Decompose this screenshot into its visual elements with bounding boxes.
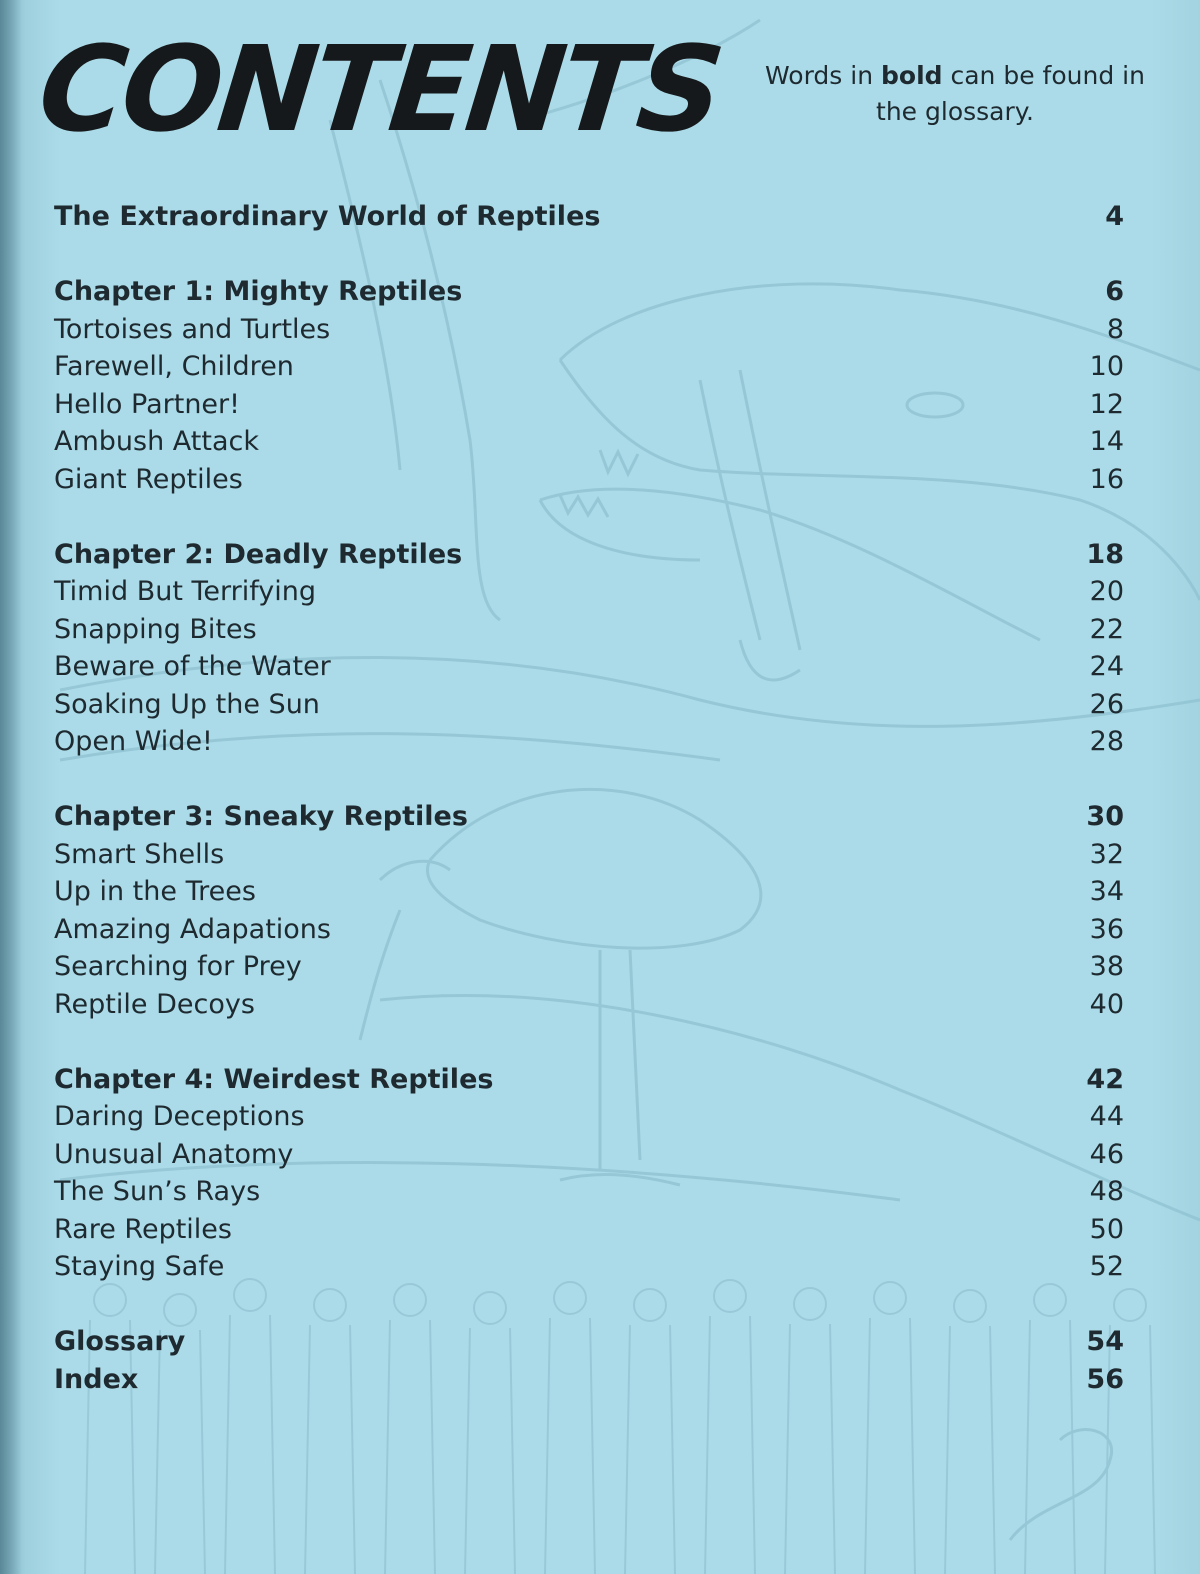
toc-entry[interactable] <box>54 836 1124 874</box>
glossary-note-bold-word: bold <box>881 61 943 90</box>
toc-page-number: 54 <box>1086 1326 1124 1357</box>
toc-chapter-2[interactable] <box>54 536 1124 574</box>
toc-entry[interactable] <box>54 1136 1124 1174</box>
toc-entry[interactable] <box>54 723 1124 761</box>
toc-page-number: 40 <box>1089 988 1124 1020</box>
toc-entry[interactable] <box>54 461 1124 499</box>
toc-entry-glossary[interactable] <box>54 1323 1124 1361</box>
toc-page-number: 52 <box>1089 1251 1124 1282</box>
table-of-contents <box>54 198 1124 1398</box>
toc-page-number: 20 <box>1089 576 1124 607</box>
toc-entry[interactable] <box>54 1211 1124 1249</box>
toc-page-number: 16 <box>1089 463 1124 495</box>
toc-entry-label: Hello Partner! <box>54 388 240 420</box>
glossary-note <box>760 58 1150 130</box>
toc-entry-label: Up in the Trees <box>54 876 256 907</box>
toc-chapter-label: Chapter 1: Mighty Reptiles <box>54 276 463 307</box>
toc-page-number: 44 <box>1089 1101 1124 1132</box>
toc-page-number: 24 <box>1089 651 1124 682</box>
toc-page-number: 14 <box>1089 426 1124 457</box>
toc-entry[interactable] <box>54 386 1124 424</box>
toc-entry[interactable] <box>54 611 1124 649</box>
glossary-note-text-before: Words in <box>765 61 881 90</box>
toc-page-number: 32 <box>1089 838 1124 870</box>
toc-page-number: 10 <box>1089 351 1124 382</box>
toc-entry-label: Reptile Decoys <box>54 988 255 1020</box>
toc-entry-label: Daring Deceptions <box>54 1101 305 1132</box>
glossary-note-text-after: can be found in the glossary. <box>876 61 1145 126</box>
toc-chapter-4[interactable] <box>54 1061 1124 1099</box>
toc-chapter-label: Chapter 2: Deadly Reptiles <box>54 538 463 570</box>
section-gap <box>54 236 1124 274</box>
toc-entry-label: Staying Safe <box>54 1251 225 1282</box>
toc-page-number: 48 <box>1089 1176 1124 1207</box>
toc-page-number: 46 <box>1089 1138 1124 1170</box>
toc-entry[interactable] <box>54 423 1124 461</box>
toc-entry-label: Index <box>54 1363 139 1395</box>
toc-entry[interactable] <box>54 1173 1124 1211</box>
section-gap <box>54 1286 1124 1324</box>
toc-entry[interactable] <box>54 948 1124 986</box>
toc-page-number: 4 <box>1105 201 1124 232</box>
toc-entry-label: The Extraordinary World of Reptiles <box>54 201 601 232</box>
toc-page-number: 22 <box>1089 613 1124 645</box>
toc-entry[interactable] <box>54 1098 1124 1136</box>
toc-entry-label: Searching for Prey <box>54 951 302 982</box>
toc-entry-label: Rare Reptiles <box>54 1213 232 1245</box>
toc-chapter-label: Chapter 4: Weirdest Reptiles <box>54 1063 494 1095</box>
toc-entry-label: Ambush Attack <box>54 426 259 457</box>
toc-page-number: 56 <box>1086 1363 1124 1395</box>
toc-entry-label: Smart Shells <box>54 838 225 870</box>
toc-entry-intro[interactable] <box>54 198 1124 236</box>
toc-entry[interactable] <box>54 348 1124 386</box>
toc-page-number: 50 <box>1089 1213 1124 1245</box>
section-gap <box>54 1023 1124 1061</box>
toc-page-number: 38 <box>1089 951 1124 982</box>
toc-entry[interactable] <box>54 911 1124 949</box>
toc-page-number: 18 <box>1086 538 1124 570</box>
section-gap <box>54 498 1124 536</box>
toc-page-number: 42 <box>1086 1063 1124 1095</box>
toc-entry-label: Open Wide! <box>54 726 213 757</box>
toc-entry-label: Soaking Up the Sun <box>54 688 320 720</box>
toc-page-number: 36 <box>1089 913 1124 945</box>
toc-chapter-1[interactable] <box>54 273 1124 311</box>
page-title: CONTENTS <box>32 20 727 158</box>
toc-page-number: 34 <box>1089 876 1124 907</box>
toc-entry[interactable] <box>54 1248 1124 1286</box>
toc-page-number: 12 <box>1089 388 1124 420</box>
toc-entry-label: Unusual Anatomy <box>54 1138 294 1170</box>
toc-entry-label: Glossary <box>54 1326 186 1357</box>
toc-entry-index[interactable] <box>54 1361 1124 1399</box>
toc-chapter-3[interactable] <box>54 798 1124 836</box>
toc-entry-label: Amazing Adapations <box>54 913 331 945</box>
toc-page-number: 30 <box>1086 801 1124 832</box>
toc-page-number: 6 <box>1105 276 1124 307</box>
toc-page-number: 28 <box>1089 726 1124 757</box>
toc-entry[interactable] <box>54 873 1124 911</box>
toc-entry[interactable] <box>54 311 1124 349</box>
toc-entry[interactable] <box>54 686 1124 724</box>
toc-entry-label: Timid But Terrifying <box>54 576 316 607</box>
toc-entry[interactable] <box>54 573 1124 611</box>
toc-page-number: 8 <box>1106 313 1124 345</box>
toc-entry-label: Beware of the Water <box>54 651 331 682</box>
toc-entry-label: Snapping Bites <box>54 613 257 645</box>
toc-entry-label: The Sun’s Rays <box>54 1176 261 1207</box>
toc-entry[interactable] <box>54 648 1124 686</box>
toc-chapter-label: Chapter 3: Sneaky Reptiles <box>54 801 468 832</box>
toc-entry[interactable] <box>54 986 1124 1024</box>
section-gap <box>54 761 1124 799</box>
toc-entry-label: Tortoises and Turtles <box>54 313 331 345</box>
toc-page-number: 26 <box>1089 688 1124 720</box>
book-spine-shadow <box>0 0 22 1574</box>
toc-entry-label: Farewell, Children <box>54 351 294 382</box>
toc-entry-label: Giant Reptiles <box>54 463 243 495</box>
